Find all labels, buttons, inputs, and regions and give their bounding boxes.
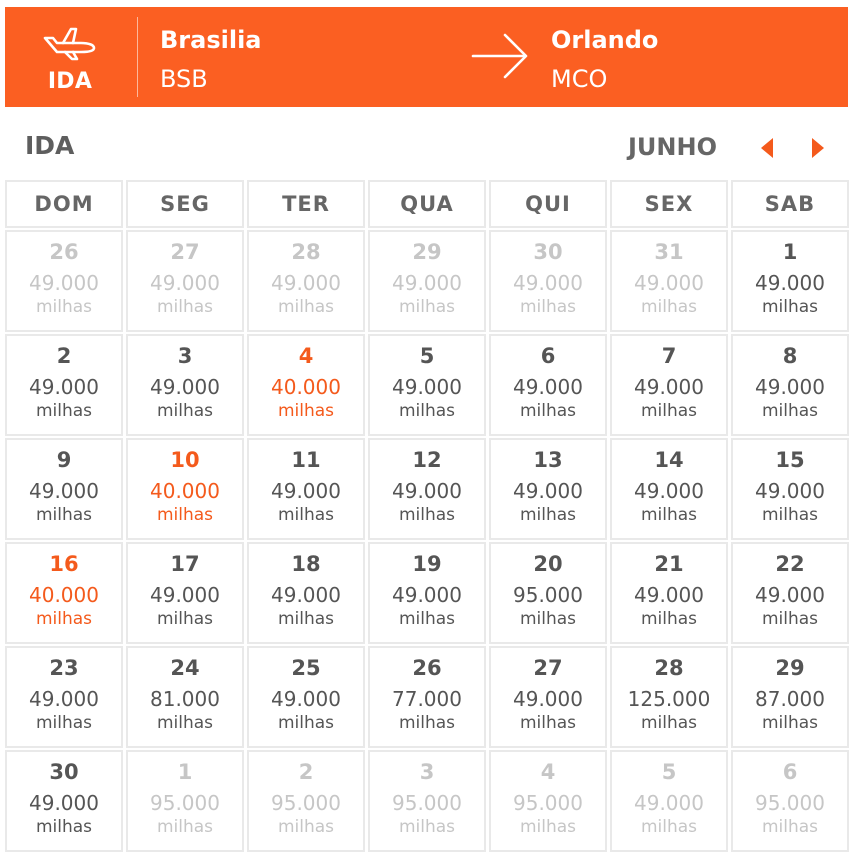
day-number: 5 [419,344,435,368]
day-cell[interactable] [489,646,607,748]
day-cell[interactable] [126,542,244,644]
price-unit: milhas [35,401,93,421]
day-number: 28 [291,240,321,264]
day-cell[interactable] [5,750,123,852]
day-number: 5 [661,760,677,784]
day-price: 49.000 [513,687,583,711]
day-number: 26 [412,656,442,680]
day-number: 31 [654,240,684,264]
day-number: 1 [177,760,193,784]
header-divider [137,17,138,97]
section-title: IDA [25,131,75,160]
price-unit: milhas [156,297,214,317]
day-cell[interactable] [5,230,123,332]
day-price: 49.000 [634,479,704,503]
day-price: 125.000 [627,687,711,711]
destination-code: MCO [551,65,608,93]
day-number: 1 [782,240,798,264]
day-cell[interactable] [731,230,849,332]
day-cell[interactable] [731,646,849,748]
day-price: 95.000 [755,791,825,815]
day-price: 49.000 [513,271,583,295]
day-cell[interactable] [368,646,486,748]
day-price: 49.000 [513,479,583,503]
price-unit: milhas [156,505,214,525]
weekday-header: SAB [731,180,849,228]
weekday-header: DOM [5,180,123,228]
day-cell[interactable] [368,230,486,332]
weekday-header: TER [247,180,365,228]
day-number: 9 [56,448,72,472]
day-cell[interactable] [610,542,728,644]
day-price: 40.000 [29,583,99,607]
day-price: 49.000 [29,375,99,399]
day-cell[interactable] [247,750,365,852]
price-unit: milhas [35,713,93,733]
weekday-header: QUA [368,180,486,228]
price-unit: milhas [761,401,819,421]
day-price: 49.000 [634,271,704,295]
day-price: 49.000 [271,271,341,295]
day-cell[interactable] [489,230,607,332]
price-unit: milhas [519,401,577,421]
day-number: 6 [540,344,556,368]
day-price: 87.000 [755,687,825,711]
day-price: 49.000 [150,375,220,399]
day-cell[interactable] [610,438,728,540]
day-cell[interactable] [126,438,244,540]
day-number: 12 [412,448,442,472]
day-number: 2 [298,760,314,784]
day-price: 49.000 [150,583,220,607]
day-cell[interactable] [610,646,728,748]
day-number: 26 [49,240,79,264]
price-unit: milhas [277,505,335,525]
day-price: 49.000 [513,375,583,399]
price-unit: milhas [277,297,335,317]
weekday-header: SEX [610,180,728,228]
day-number: 17 [170,552,200,576]
price-unit: milhas [640,401,698,421]
caret-left-icon[interactable] [759,137,775,159]
day-cell[interactable] [489,334,607,436]
day-cell[interactable] [489,438,607,540]
ida-tab-label: IDA [47,69,93,94]
day-number: 4 [540,760,556,784]
day-number: 10 [170,448,200,472]
day-number: 16 [49,552,79,576]
day-price: 49.000 [271,583,341,607]
origin-code: BSB [160,65,208,93]
day-cell[interactable] [731,334,849,436]
weekday-header: QUI [489,180,607,228]
day-cell[interactable] [126,646,244,748]
day-price: 95.000 [513,791,583,815]
day-number: 30 [49,760,79,784]
day-price: 49.000 [150,271,220,295]
price-unit: milhas [277,609,335,629]
route-header [5,7,848,107]
day-cell[interactable] [368,542,486,644]
day-price: 49.000 [392,479,462,503]
day-number: 2 [56,344,72,368]
day-number: 28 [654,656,684,680]
day-cell[interactable] [368,750,486,852]
price-unit: milhas [398,505,456,525]
day-price: 49.000 [392,375,462,399]
price-unit: milhas [156,817,214,837]
price-unit: milhas [35,609,93,629]
day-cell[interactable] [610,334,728,436]
price-unit: milhas [640,505,698,525]
day-cell[interactable] [731,438,849,540]
price-unit: milhas [277,713,335,733]
price-unit: milhas [761,817,819,837]
day-price: 49.000 [29,791,99,815]
day-number: 4 [298,344,314,368]
day-number: 3 [177,344,193,368]
price-unit: milhas [35,505,93,525]
price-unit: milhas [156,609,214,629]
day-cell[interactable] [5,438,123,540]
price-unit: milhas [398,713,456,733]
day-cell[interactable] [247,334,365,436]
day-number: 3 [419,760,435,784]
day-number: 8 [782,344,798,368]
day-price: 49.000 [392,583,462,607]
caret-right-icon[interactable] [810,137,826,159]
price-unit: milhas [519,817,577,837]
day-price: 49.000 [271,687,341,711]
day-price: 49.000 [29,687,99,711]
day-number: 27 [170,240,200,264]
day-price: 81.000 [150,687,220,711]
day-price: 49.000 [755,583,825,607]
day-price: 49.000 [755,271,825,295]
price-unit: milhas [519,505,577,525]
day-cell[interactable] [247,438,365,540]
day-cell[interactable] [5,542,123,644]
day-cell[interactable] [247,646,365,748]
price-unit: milhas [640,713,698,733]
month-label: JUNHO [628,133,717,161]
day-price: 49.000 [634,791,704,815]
day-number: 25 [291,656,321,680]
day-cell[interactable] [731,542,849,644]
day-cell[interactable] [610,750,728,852]
origin-city: Brasilia [160,26,262,54]
price-unit: milhas [519,609,577,629]
day-number: 18 [291,552,321,576]
day-cell[interactable] [247,230,365,332]
day-number: 15 [775,448,805,472]
day-cell[interactable] [126,230,244,332]
price-unit: milhas [398,401,456,421]
day-number: 21 [654,552,684,576]
day-number: 29 [775,656,805,680]
day-cell[interactable] [247,542,365,644]
day-price: 49.000 [634,375,704,399]
arrow-right-icon [471,31,529,81]
day-price: 49.000 [29,479,99,503]
day-number: 7 [661,344,677,368]
day-price: 40.000 [271,375,341,399]
day-price: 49.000 [392,271,462,295]
day-number: 14 [654,448,684,472]
price-unit: milhas [35,297,93,317]
day-price: 95.000 [513,583,583,607]
price-unit: milhas [156,713,214,733]
price-unit: milhas [398,609,456,629]
day-number: 29 [412,240,442,264]
day-price: 40.000 [150,479,220,503]
day-cell[interactable] [610,230,728,332]
weekday-header: SEG [126,180,244,228]
day-price: 49.000 [634,583,704,607]
day-cell[interactable] [126,334,244,436]
price-unit: milhas [398,817,456,837]
price-unit: milhas [156,401,214,421]
plane-icon [43,25,97,61]
day-cell[interactable] [368,438,486,540]
price-unit: milhas [761,297,819,317]
price-unit: milhas [761,609,819,629]
calendar-grid [5,180,849,852]
day-cell[interactable] [368,334,486,436]
day-price: 49.000 [755,479,825,503]
day-number: 24 [170,656,200,680]
price-unit: milhas [640,817,698,837]
day-price: 49.000 [271,479,341,503]
day-price: 49.000 [29,271,99,295]
day-cell[interactable] [489,542,607,644]
day-price: 49.000 [755,375,825,399]
price-unit: milhas [761,505,819,525]
day-number: 19 [412,552,442,576]
price-unit: milhas [277,401,335,421]
destination-city: Orlando [551,26,659,54]
day-number: 13 [533,448,563,472]
price-unit: milhas [640,609,698,629]
day-number: 23 [49,656,79,680]
day-number: 6 [782,760,798,784]
day-number: 11 [291,448,321,472]
price-unit: milhas [35,817,93,837]
price-unit: milhas [277,817,335,837]
price-unit: milhas [398,297,456,317]
day-price: 95.000 [150,791,220,815]
price-unit: milhas [761,713,819,733]
day-cell[interactable] [5,646,123,748]
day-number: 27 [533,656,563,680]
day-cell[interactable] [731,750,849,852]
day-cell[interactable] [5,334,123,436]
price-unit: milhas [519,713,577,733]
price-unit: milhas [519,297,577,317]
day-number: 22 [775,552,805,576]
day-number: 20 [533,552,563,576]
day-cell[interactable] [126,750,244,852]
day-price: 95.000 [271,791,341,815]
day-number: 30 [533,240,563,264]
day-price: 95.000 [392,791,462,815]
day-cell[interactable] [489,750,607,852]
day-price: 77.000 [392,687,462,711]
price-unit: milhas [640,297,698,317]
